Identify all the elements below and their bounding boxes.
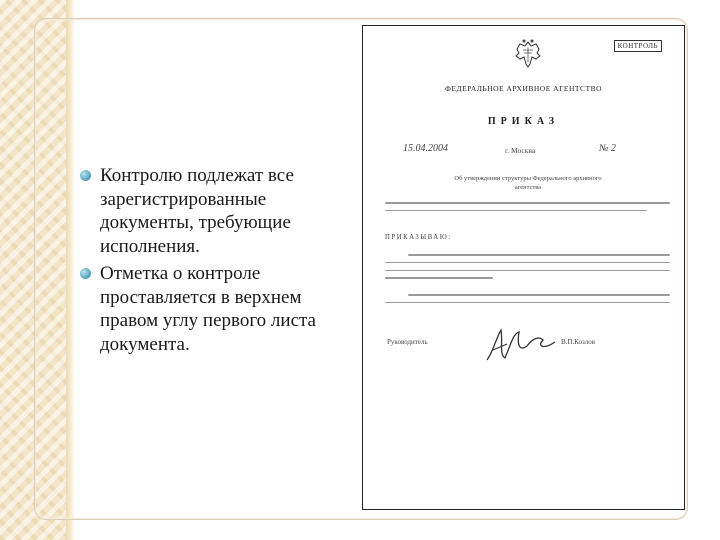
text-line [385,210,647,212]
bullet-text: Отметка о контроле проставляется в верхнем правом углу первого листа документа. [100,263,316,355]
text-line [385,202,670,204]
bullet-icon [80,268,91,279]
signer-title: Руководитель [387,338,428,346]
text-line [385,262,670,264]
bullet-icon [80,170,91,181]
order-city: г. Москва [505,146,536,155]
control-stamp: КОНТРОЛЬ [614,40,662,52]
signature-icon [483,322,563,366]
bullet-item-mark [80,262,360,356]
text-line [408,294,670,296]
text-block-item-1 [385,254,670,285]
order-title: ПРИКАЗ [487,116,560,127]
text-line [385,277,493,279]
bullet-list [80,164,360,360]
text-block-preamble [385,202,670,218]
eagle-emblem-icon [511,38,545,70]
agency-name: ФЕДЕРАЛЬНОЕ АРХИВНОЕ АГЕНТСТВО [444,84,603,93]
order-command: ПРИКАЗЫВАЮ: [385,234,452,241]
bullet-item-control [80,164,360,258]
text-line [385,270,670,272]
text-line [408,254,670,256]
text-block-item-2 [385,294,670,310]
document-scan [362,25,685,510]
bullet-text: Контролю подлежат все зарегистрированные документы, требующие исполнения. [100,165,294,257]
order-subject: Об утверждении структуры Федерального архивного агентства [454,175,602,191]
signer-name: В.П.Козлов [561,338,596,346]
text-line [385,302,670,304]
order-number: № 2 [599,143,616,154]
order-date: 15.04.2004 [403,143,448,154]
